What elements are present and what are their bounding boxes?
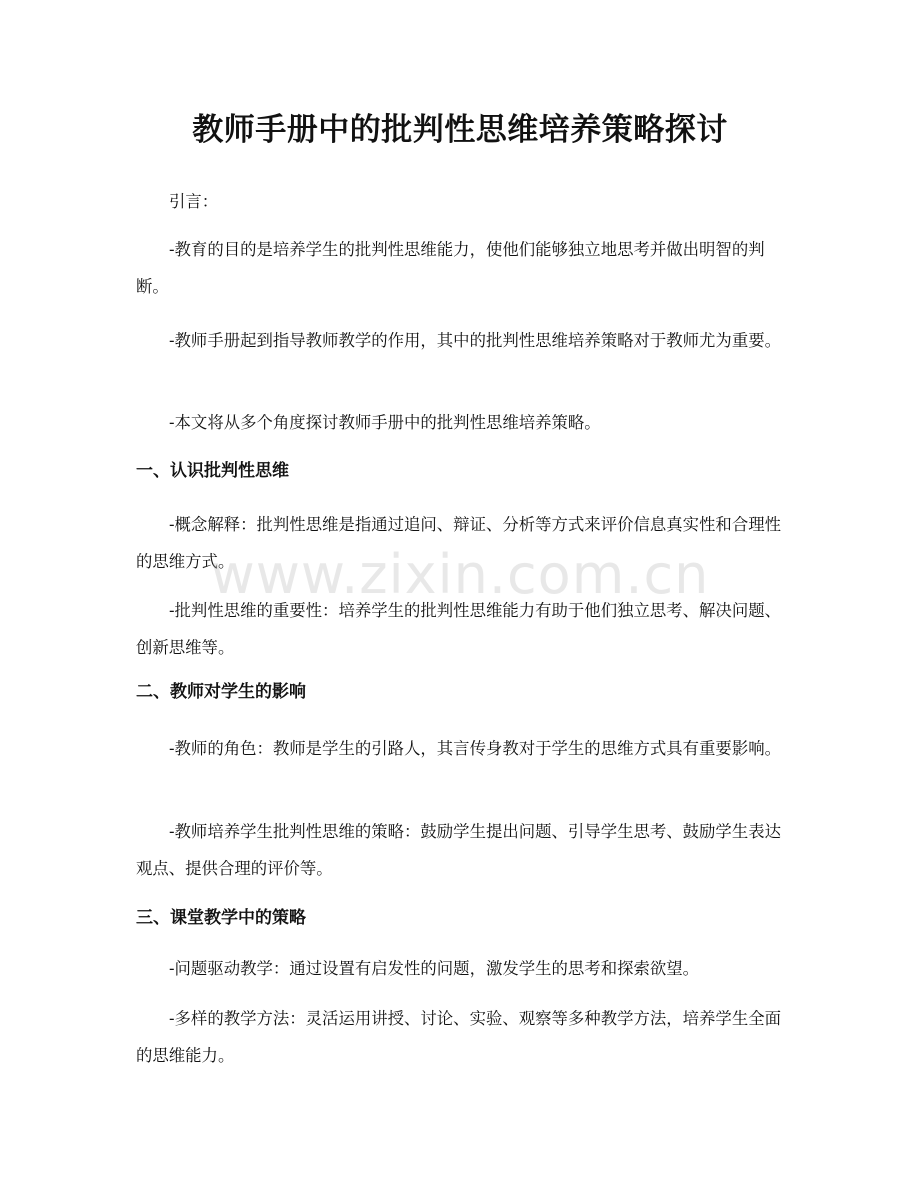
intro-paragraph-2: -教师手册起到指导教师教学的作用，其中的批判性思维培养策略对于教师尤为重要。: [169, 331, 781, 350]
section-1-paragraph-1: -概念解释：批判性思维是指通过追问、辩证、分析等方式来评价信息真实性和合理性的思维方式。: [136, 515, 781, 571]
section-2-paragraph-1: -教师的角色：教师是学生的引路人，其言传身教对于学生的思维方式具有重要影响。: [169, 739, 781, 758]
intro-paragraph-3: -本文将从多个角度探讨教师手册中的批判性思维培养策略。: [169, 413, 601, 432]
section-heading-2: 二、教师对学生的影响: [136, 682, 306, 702]
intro-paragraph-1: -教育的目的是培养学生的批判性思维能力，使他们能够独立地思考并做出明智的判断。: [136, 240, 765, 296]
intro-label: 引言：: [169, 192, 219, 211]
section-heading-1: 一、认识批判性思维: [136, 461, 289, 481]
section-heading-3: 三、课堂教学中的策略: [136, 908, 306, 928]
section-3-paragraph-2: -多样的教学方法：灵活运用讲授、讨论、实验、观察等多种教学方法，培养学生全面的思维能力。: [136, 1009, 781, 1065]
watermark: www.zixin.com.cn: [210, 543, 710, 606]
page-title: 教师手册中的批判性思维培养策略探讨: [192, 112, 728, 148]
section-1-paragraph-2: -批判性思维的重要性：培养学生的批判性思维能力有助于他们独立思考、解决问题、创新思维等。: [136, 601, 781, 657]
section-3-paragraph-1: -问题驱动教学：通过设置有启发性的问题，激发学生的思考和探索欲望。: [169, 959, 700, 978]
section-2-paragraph-2: -教师培养学生批判性思维的策略：鼓励学生提出问题、引导学生思考、鼓励学生表达观点、提供合理的评价等。: [136, 822, 781, 878]
